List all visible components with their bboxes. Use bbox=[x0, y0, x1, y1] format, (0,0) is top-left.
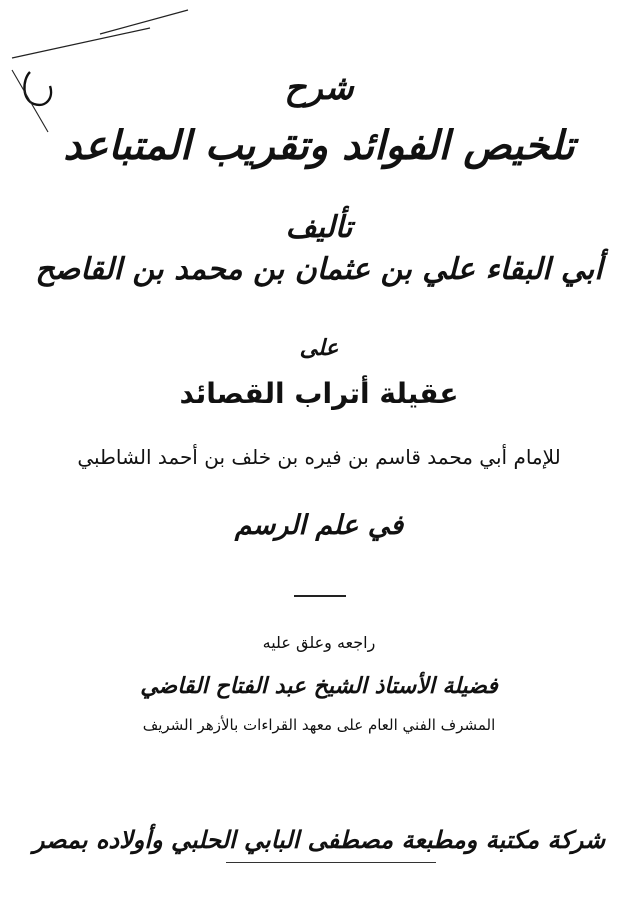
title-prefix: شرح bbox=[284, 68, 354, 108]
publisher-underline bbox=[226, 862, 436, 863]
authorship-label: تأليف bbox=[285, 210, 353, 245]
poem-title: عقيلة أتراب القصائد bbox=[179, 377, 459, 410]
subject-line: في علم الرسم bbox=[234, 510, 404, 541]
divider-rule bbox=[294, 595, 346, 597]
editor-name: فضيلة الأستاذ الشيخ عبد الفتاح القاضي bbox=[140, 673, 498, 699]
book-title: تلخيص الفوائد وتقريب المتباعد bbox=[63, 122, 575, 169]
editor-label: راجعه وعلق عليه bbox=[262, 633, 376, 652]
publisher-imprint: شركة مكتبة ومطبعة مصطفى البابي الحلبي وأولاده بمصر bbox=[32, 825, 606, 854]
editor-position: المشرف الفني العام على معهد القراءات بالأزهر الشريف bbox=[142, 716, 496, 734]
on-label: على bbox=[299, 335, 339, 361]
author-name: أبي البقاء علي بن عثمان بن محمد بن القاصح bbox=[35, 252, 603, 287]
poem-author: للإمام أبي محمد قاسم بن فيره بن خلف بن أحمد الشاطبي bbox=[77, 445, 561, 469]
